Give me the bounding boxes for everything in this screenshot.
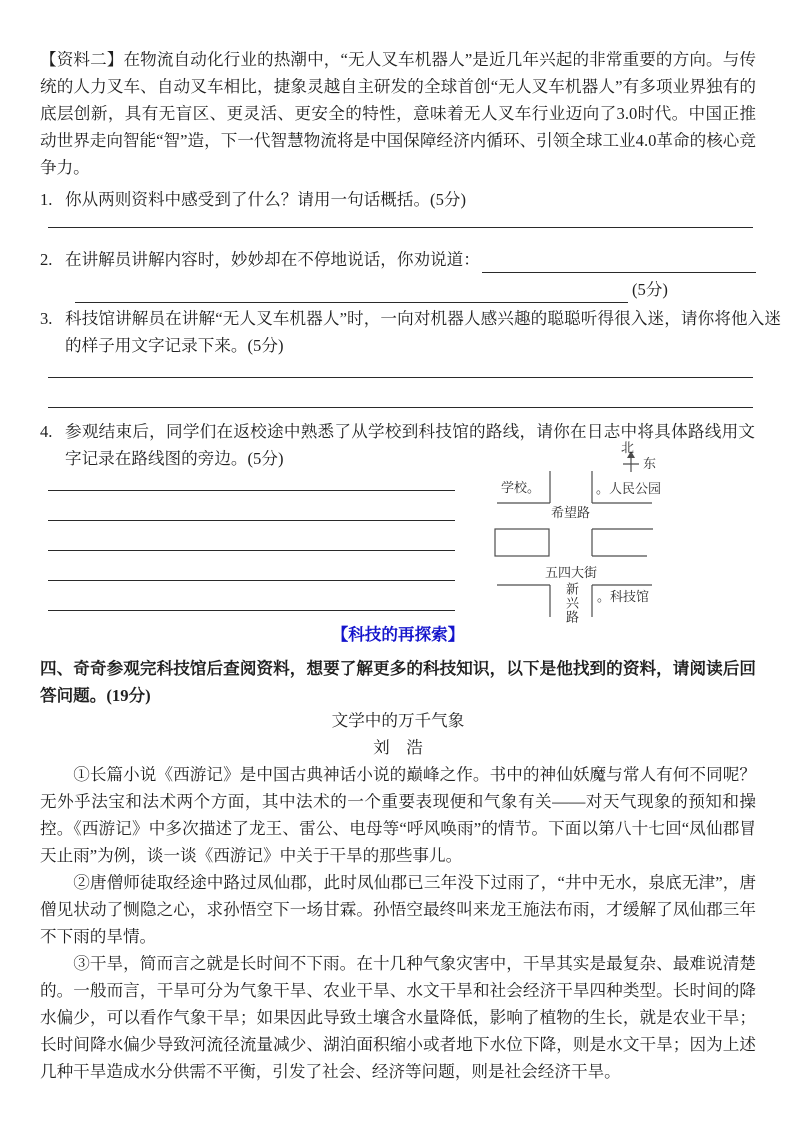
map-block-bottom-left [497,585,550,617]
answer-line [48,407,753,408]
park-label: 。人民公园 [596,481,662,496]
question-3-text: 科技馆讲解员在讲解“无人叉车机器人”时，一向对机器人感兴趣的聪聪听得很入迷，请你将他入迷的样子用文字记录下来。(5分) [65,309,781,355]
section-banner: 【科技的再探索】 [331,625,465,644]
answer-line [48,550,455,551]
question-1 [40,186,781,213]
xinxing-road-label: 新兴路 [564,582,579,624]
question-2-number: 2. [40,250,53,269]
article-paragraph-3: ③干旱，简而言之就是长时间不下雨。在十几种气象灾害中，干旱其实是最复杂、最难说清楚的。一般而言，干旱可分为气象干旱、农业干旱、水文干旱和社会经济干旱四种类型。长时间的降水偏少，可以看作气象干旱；如果因此导致土壤含水量降低，影响了植物的生长，就是农业干旱；长时间降水偏少导致河流径流量减少、湖泊面积缩小或者地下水位下降，则是水文干旱；因为上述几种干旱造成水分供需不平衡，引发了社会、经济等问题，则是社会经济干旱。 [40,954,756,1081]
hope-road-label: 希望路 [551,505,591,520]
answer-line [48,377,753,378]
article-title: 文学中的万千气象 [331,711,465,730]
answer-line [48,580,455,581]
question-2 [40,246,756,273]
compass-icon [623,457,639,472]
wusi-street-label: 五四大街 [545,565,598,580]
article-paragraph-2: ②唐僧师徒取经途中路过凤仙郡，此时凤仙郡已三年没下过雨了，“井中无水，泉底无津”，唐僧见状动了恻隐之心，求孙悟空下一场甘霖。孙悟空最终叫来龙王施法布雨，才缓解了凤仙郡三年不下雨的旱情。 [40,873,756,946]
article-author: 刘 浩 [373,738,423,757]
answer-line [48,520,455,521]
compass-east-label: 东 [643,456,657,471]
question-3 [40,305,781,359]
question-2-text: 在讲解员讲解内容时，妙妙却在不停地说话，你劝说道： [65,250,480,269]
school-label: 学校。 [501,480,541,495]
question-2-score: (5分) [632,280,668,299]
question-2-answer-row [40,276,756,303]
question-1-text: 你从两则资料中感受到了什么？请用一句话概括。(5分) [65,190,467,209]
map-block-mid-left [495,529,549,556]
science-museum-label: 。科技馆 [597,589,650,604]
question-4-text: 参观结束后，同学们在返校途中熟悉了从学校到科技馆的路线，请你在日志中将具体路线用文字记录在路线图的旁边。(5分) [65,422,755,468]
answer-blank-line [75,280,628,303]
answer-line [48,610,455,611]
material-2-paragraph: 【资料二】在物流自动化行业的热潮中，“无人叉车机器人”是近几年兴起的非常重要的方向。与传统的人力叉车、自动叉车相比，捷象灵越自主研发的全球首创“无人叉车机器人”有多项业界独有的底层创新，具有无盲区、更灵活、更安全的特性，意味着无人叉车行业迈向了3.0时代。中国正推动世界走向智能“智”造，下一代智慧物流将是中国保障经济内循环、引领全球工业4.0革命的核心竞争力。 [40,50,756,177]
answer-line [48,227,753,228]
question-1-number: 1. [40,190,53,209]
compass-north-label: 北 [621,440,635,455]
article-paragraph-1: ①长篇小说《西游记》是中国古典神话小说的巅峰之作。书中的神仙妖魔与常人有何不同呢？无外乎法宝和法术两个方面，其中法术的一个重要表现便和气象有关——对天气现象的预知和操控。《西游记》中多次描述了龙王、雷公、电母等“呼风唤雨”的情节。下面以第八十七回“凤仙郡冒天止雨”为例，谈一谈《西游记》中关于干旱的那些事儿。 [40,765,756,865]
question-3-number: 3. [40,309,53,328]
answer-blank-inline [482,250,756,273]
map-block-mid-right [592,529,653,556]
section-four-heading: 四、奇奇参观完科技馆后查阅资料，想要了解更多的科技知识，以下是他找到的资料，请阅读后回答问题。(19分) [40,659,756,705]
answer-line [48,490,455,491]
question-4-number: 4. [40,422,53,441]
